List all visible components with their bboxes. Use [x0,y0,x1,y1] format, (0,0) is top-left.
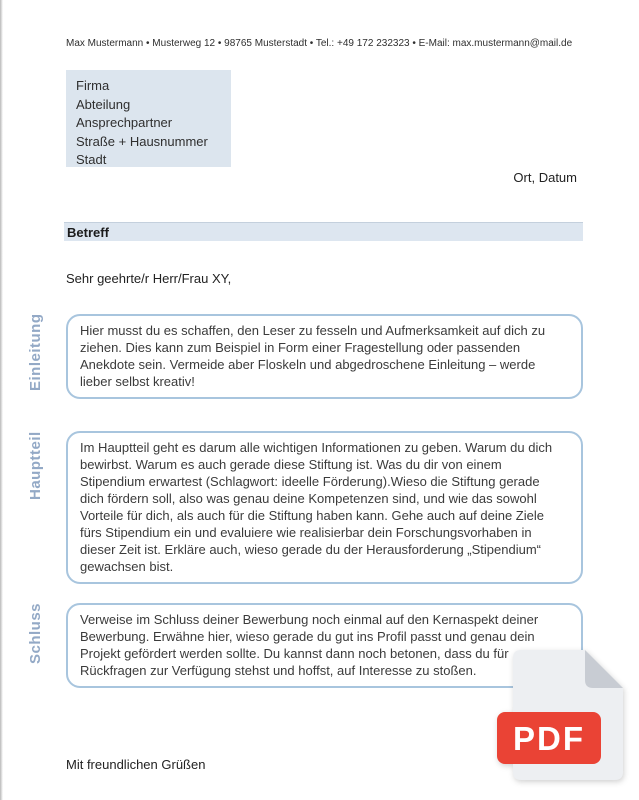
section-text-schluss: Verweise im Schluss deiner Bewerbung noch einmal auf den Kernaspekt deiner Bewerbung. Erwähne hier, wieso gerade du gut ins Profil passt und genau dein Projekt gefördert werden sollte. Du kannst dann noch betonen, dass du für Rückfragen zur Verfügung stehst und hoffst, auf Interesse zu stoßen. [80,612,539,678]
salutation-line: Sehr geehrte/r Herr/Frau XY, [66,271,232,286]
section-box-hauptteil [66,431,583,584]
closing-line: Mit freundlichen Grüßen [66,757,206,772]
subject-bar [64,222,583,241]
pdf-fold-corner [585,650,623,688]
recipient-line-strasse: Straße + Hausnummer [76,133,208,149]
subject-label: Betreff [67,225,109,240]
section-box-einleitung [66,314,583,399]
recipient-address-block [66,70,231,167]
section-label-einleitung: Einleitung [27,314,44,392]
section-einleitung [0,314,639,399]
recipient-line-stadt: Stadt [76,152,107,167]
section-label-hauptteil: Hauptteil [27,431,44,500]
section-text-hauptteil: Im Hauptteil geht es darum alle wichtigen Informationen zu geben. Warum du dich bewirbst. Warum es auch gerade diese Stiftung ist. Was du dir von einem Stipendium erwartest (Schlagwort: ideelle Förderung).Wieso die Stiftung gerade dich fördern soll, also was genau deine Kompetenzen sind, und wie das sowohl Vorteile für dich, als auch für die Stiftung haben kann. Gehe auch auf deine Ziele fürs Stipendium ein und evaluiere wie realisierbar dein Forschungsvorhaben in dieser Zeit ist. Erkläre auch, wieso gerade du der Herausforderung „Stipendium“ gewachsen bist. [80,440,553,574]
pdf-badge-label: PDF [513,720,585,757]
pdf-file-icon[interactable] [497,650,623,782]
recipient-line-firma: Firma [76,78,110,93]
recipient-line-ansprechpartner: Ansprechpartner [76,115,173,130]
section-hauptteil [0,431,639,584]
section-label-schluss: Schluss [27,603,44,665]
sender-contact-line: Max Mustermann • Musterweg 12 • 98765 Musterstadt • Tel.: +49 172 232323 • E-Mail: max.mustermann@mail.de [66,38,573,49]
place-date-line: Ort, Datum [513,170,577,185]
section-text-einleitung: Hier musst du es schaffen, den Leser zu fesseln und Aufmerksamkeit auf dich zu ziehen. Dies kann zum Beispiel in Form einer Fragestellung oder passenden Anekdote sein. Vermeide aber Floskeln und abgedroschene Einleitung – werde lieber selbst kreativ! [80,323,546,389]
recipient-line-abteilung: Abteilung [76,96,131,112]
